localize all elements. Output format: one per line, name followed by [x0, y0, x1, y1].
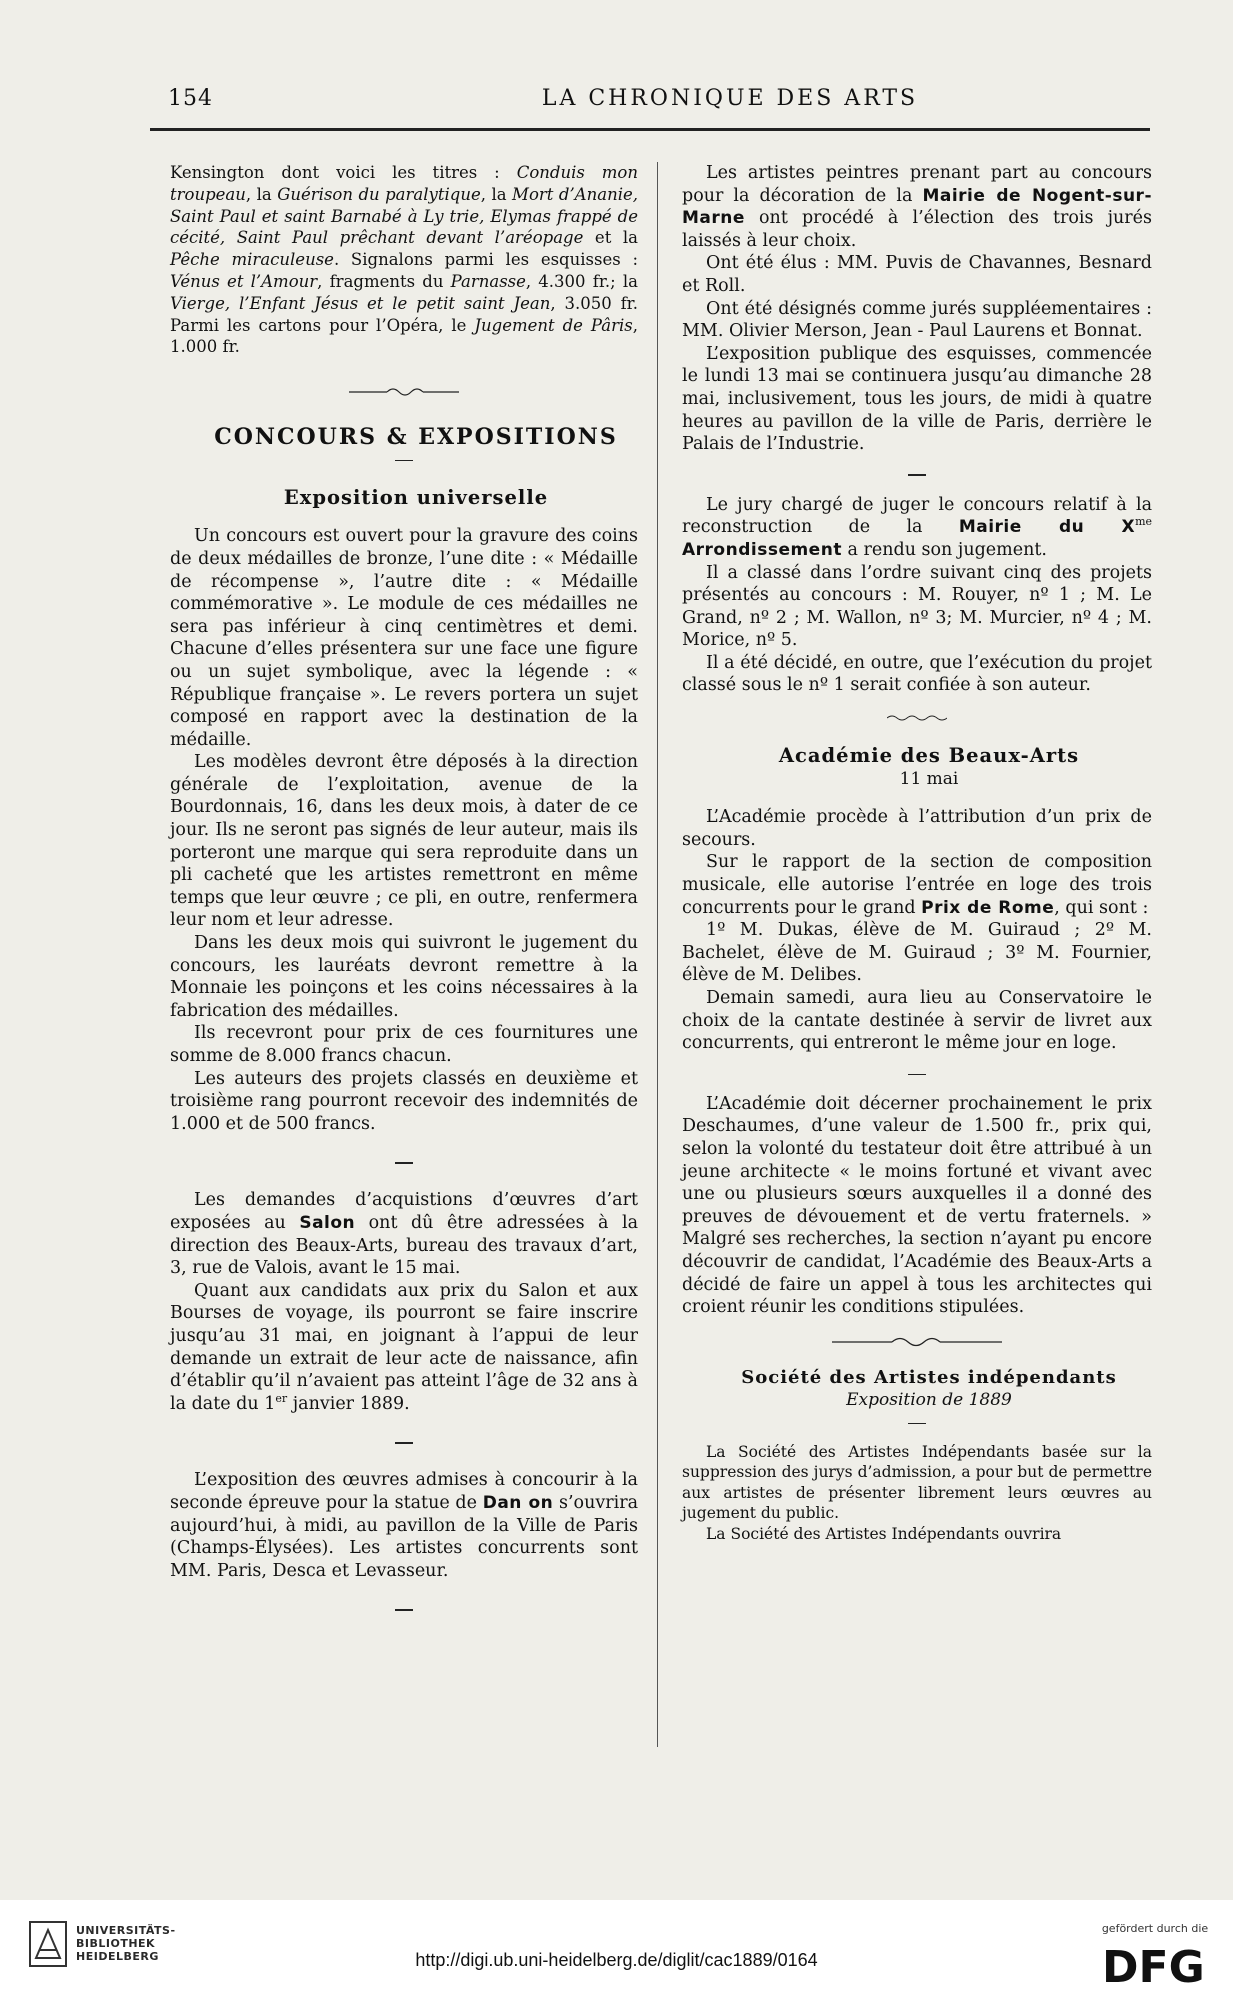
dash-separator: [170, 1598, 638, 1620]
dash-separator: [170, 1431, 638, 1453]
societe-title: Société des Artistes indépendants: [741, 1366, 1117, 1388]
dfg-logo: [1098, 1940, 1213, 1988]
jury-paragraph-3: Il a été décidé, en outre, que l’exécution du projet classé sous le nº 1 serait confiée à son auteur.: [682, 652, 1152, 696]
running-title: LA CHRONIQUE DES ARTS: [541, 86, 919, 111]
ornament-divider: [349, 384, 459, 400]
dash-separator: [682, 1063, 1152, 1085]
page-number: 154: [168, 86, 213, 111]
societe-paragraph-1: La Société des Artistes Indépendants basée sur la suppression des jurys d’admission, a pour but de permettre aux artistes de présenter librement leurs œuvres au jugement du public.: [682, 1442, 1152, 1523]
dash-separator: [682, 1412, 1152, 1434]
expo-paragraph-5: Les auteurs des projets classés en deuxième et troisième rang pourront recevoir des indemnités de 1.000 et de 500 francs.: [170, 1068, 638, 1134]
academie-date: 11 mai: [899, 768, 959, 789]
section-title: CONCOURS & EXPOSITIONS: [214, 424, 618, 451]
column-rule: [657, 162, 658, 1747]
university-library-label: UNIVERSITÄTS- BIBLIOTHEK HEIDELBERG: [76, 1924, 176, 1963]
academie-paragraph-3: 1º M. Dukas, élève de M. Guiraud ; 2º M. Bachelet, élève de M. Guiraud ; 3º M. Fournier, élève de M. Delibes.: [682, 920, 1152, 986]
funded-by-label: gefördert durch die: [1101, 1922, 1209, 1935]
salon-paragraph-2: Quant aux candidats aux prix du Salon et aux Bourses de voyage, ils pourront se faire inscrire jusqu’au 31 mai, en joignant à l’appui de leur demande un extrait de leur acte de naissance, afin d’établir qu’il n’avaient pas atteint l’âge de 32 ans à la date du 1er janvier 1889.: [170, 1280, 638, 1414]
societe-paragraph-2: La Société des Artistes Indépendants ouvrira: [706, 1524, 1062, 1543]
viewer-footer: [0, 1900, 1233, 2002]
expo-title: Exposition universelle: [283, 485, 549, 509]
academie-paragraph-1: L’Académie procède à l’attribution d’un prix de secours.: [682, 807, 1152, 850]
dash-separator: [682, 464, 1152, 486]
societe-subtitle: Exposition de 1889: [846, 1390, 1012, 1411]
dash-separator: [170, 1151, 638, 1173]
mairie-paragraph-2: Ont été élus : MM. Puvis de Chavannes, Besnard et Roll.: [682, 253, 1152, 296]
academie-paragraph-2: Sur le rapport de la section de composition musicale, elle autorise l’entrée en loge des trois concurrents pour le grand Prix de Rome, qui sont :: [682, 852, 1152, 918]
danton-paragraph: L’exposition des œuvres admises à concourir à la seconde épreuve pour la statue de Dan on s’ouvrira aujourd’hui, à midi, au pavillon de la Ville de Paris (Champs-Élysées). Les artistes concurrents sont MM. Paris, Desca et Levasseur.: [170, 1470, 639, 1581]
academie-paragraph-4: Demain samedi, aura lieu au Conservatoire le choix de la cantate destinée à servir de livret aux concurrents, qui entreront le même jour en loge.: [682, 988, 1152, 1054]
expo-paragraph-4: Ils recevront pour prix de ces fournitures une somme de 8.000 francs chacun.: [170, 1023, 638, 1067]
header-rule: [150, 128, 1150, 131]
expo-paragraph-3: Dans les deux mois qui suivront le jugement du concours, les lauréats devront remettre à la Monnaie les poinçons et les coins nécessaires à la fabrication des médailles.: [170, 933, 638, 1021]
academie-title: Académie des Beaux-Arts: [778, 744, 1080, 768]
dash-separator: [170, 449, 638, 471]
salon-paragraph-1: Les demandes d’acquistions d’œuvres d’art exposées au Salon ont dû être adressées à la direction des Beaux-Arts, bureau des travaux d’art, 3, rue de Valois, avant le 15 mai.: [170, 1190, 638, 1279]
permalink-url[interactable]: http://digi.ub.uni-heidelberg.de/diglit/cac1889/0164: [415, 1950, 818, 1970]
expo-paragraph-1: Un concours est ouvert pour la gravure des coins de deux médailles de bronze, l’une dite : « Médaille de récompense », l’autre dite : « Médaille commémorative ». Le module de ces médailles ne sera pas inférieur à cinq centimètres et demi. Chacune d’elles présentera sur une face une figure ou un sujet symbolique, avec la légende : « République française ». Le revers portera un sujet composé en rapport avec la destination de la médaille.: [170, 526, 638, 750]
mairie-paragraph-4: L’exposition publique des esquisses, commencée le lundi 13 mai se continuera jusqu’au dimanche 28 mai, inclusivement, tous les jours, de midi à quatre heures au pavillon de la ville de Paris, derrière le Palais de l’Industrie.: [682, 343, 1152, 455]
right-column: [682, 162, 1152, 1544]
kensington-paragraph: Kensington dont voici les titres : Conduis mon troupeau, la Guérison du paralytique, la Mort d’Ananie, Saint Paul et saint Barnabé à Ly trie, Elymas frappé de cécité, Saint Paul prêchant devant l’aréopage et la Pêche miraculeuse. Signalons parmi les esquisses : Vénus et l’Amour, fragments du Parnasse, 4.300 fr.; la Vierge, l’Enfant Jésus et le petit saint Jean, 3.050 fr. Parmi les cartons pour l’Opéra, le Jugement de Pâris, 1.000 fr.: [170, 163, 639, 357]
ornament-divider: [832, 1335, 1002, 1351]
small-ornament: [887, 713, 947, 729]
left-column: [170, 162, 638, 1620]
jury-paragraph-1: Le jury chargé de juger le concours relatif à la reconstruction de la Mairie du $X^{me}$ Arrondissement a rendu son jugement.: [682, 494, 1153, 560]
mairie-paragraph-3: Ont été désignés comme jurés suppléementaires : MM. Olivier Merson, Jean - Paul Laurens et Bonnat.: [682, 298, 1152, 342]
expo-paragraph-2: Les modèles devront être déposés à la direction générale de l’exploitation, avenue de la Bourdonnais, 16, dans les deux mois, à dater de ce jour. Ils ne seront pas signés de leur auteur, mais ils porteront une marque qui sera reproduite dans un pli cacheté que les artistes remettront en même temps que leur œuvre ; ce pli, en outre, renfermera leur nom et leur adresse.: [170, 752, 638, 931]
mairie-paragraph-1: Les artistes peintres prenant part au concours pour la décoration de la Mairie de Nogent-sur-Marne ont procédé à l’élection des trois jurés laissés à leur choix.: [682, 163, 1152, 251]
page-header: [150, 86, 1150, 120]
jury-paragraph-2: Il a classé dans l’ordre suivant cinq des projets présentés au concours : M. Rouyer, nº 1 ; M. Le Grand, nº 2 ; M. Wallon, nº 3; M. Murcier, nº 4 ; M. Morice, nº 5.: [682, 562, 1152, 651]
svg-text:DFG: DFG: [1102, 1942, 1205, 1988]
academie-paragraph-5: L’Académie doit décerner prochainement le prix Deschaumes, d’une valeur de 1.500 fr., prix qui, selon la volonté du testateur doit être attribué à un jeune architecte « le moins fortuné et vivant avec une ou plusieurs sœurs auxquelles il a donné des preuves de dévouement et de vertu fraternels. » Malgré ses recherches, la section n’ayant pu encore découvrir de candidat, l’Académie des Beaux-Arts a décidé de faire un appel à tous les architectes qui croient réunir les conditions stipulées.: [682, 1093, 1152, 1318]
